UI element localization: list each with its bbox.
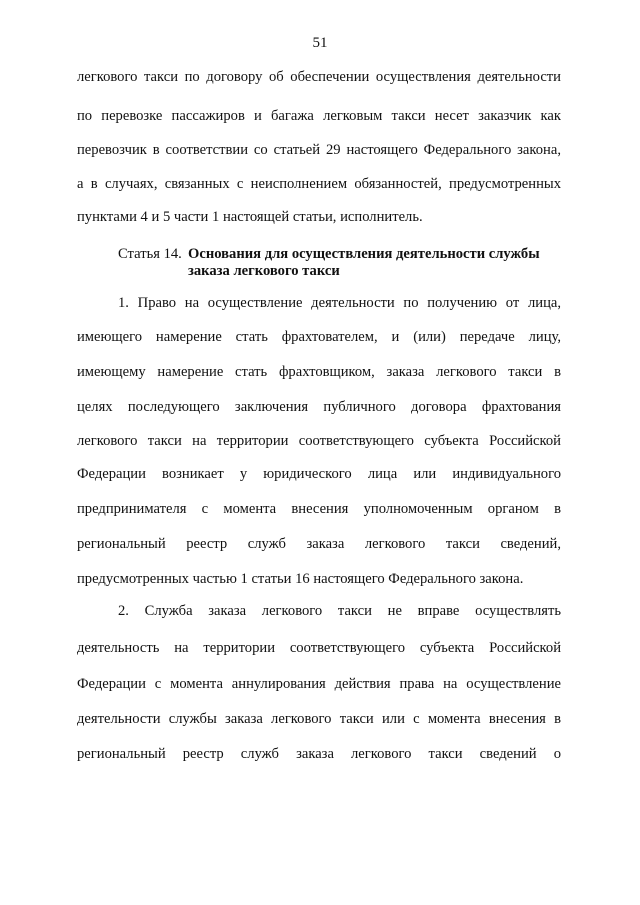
intro-line: а в случаях, связанных с неисполнением обязанностей, предусмотренных: [77, 176, 561, 192]
paragraph-1-line: имеющему намерение стать фрахтовщиком, заказа легкового такси в: [77, 364, 561, 380]
paragraph-1-line: целях последующего заключения публичного договора фрахтования: [77, 399, 561, 415]
intro-line: по перевозке пассажиров и багажа легковым такси несет заказчик как: [77, 108, 561, 124]
paragraph-2-line: Федерации с момента аннулирования действия права на осуществление: [77, 676, 561, 692]
article-title-line: заказа легкового такси: [188, 263, 340, 279]
intro-line: пунктами 4 и 5 части 1 настоящей статьи, исполнитель.: [77, 209, 423, 225]
paragraph-2-line: деятельность на территории соответствующего субъекта Российской: [77, 640, 561, 656]
page-number: 51: [312, 35, 328, 51]
paragraph-2-line: деятельности службы заказа легкового такси или с момента внесения в: [77, 711, 561, 727]
article-title-line: Основания для осуществления деятельности службы: [188, 246, 540, 262]
intro-line: перевозчик в соответствии со статьей 29 настоящего Федерального закона,: [77, 142, 561, 158]
paragraph-2-line: 2. Служба заказа легкового такси не вправе осуществлять: [118, 603, 561, 619]
paragraph-1-line: региональный реестр служб заказа легкового такси сведений,: [77, 536, 561, 552]
intro-line: легкового такси по договору об обеспечении осуществления деятельности: [77, 69, 561, 85]
article-number: Статья 14.: [118, 246, 182, 262]
paragraph-1-line: предусмотренных частью 1 статьи 16 настоящего Федерального закона.: [77, 571, 524, 587]
paragraph-1-line: 1. Право на осуществление деятельности по получению от лица,: [118, 295, 561, 311]
paragraph-1-line: легкового такси на территории соответствующего субъекта Российской: [77, 433, 561, 449]
paragraph-1-line: Федерации возникает у юридического лица или индивидуального: [77, 466, 561, 482]
paragraph-1-line: имеющего намерение стать фрахтователем, и (или) передаче лицу,: [77, 329, 561, 345]
paragraph-2-line: региональный реестр служб заказа легкового такси сведений о: [77, 746, 561, 762]
paragraph-1-line: предпринимателя с момента внесения уполномоченным органом в: [77, 501, 561, 517]
